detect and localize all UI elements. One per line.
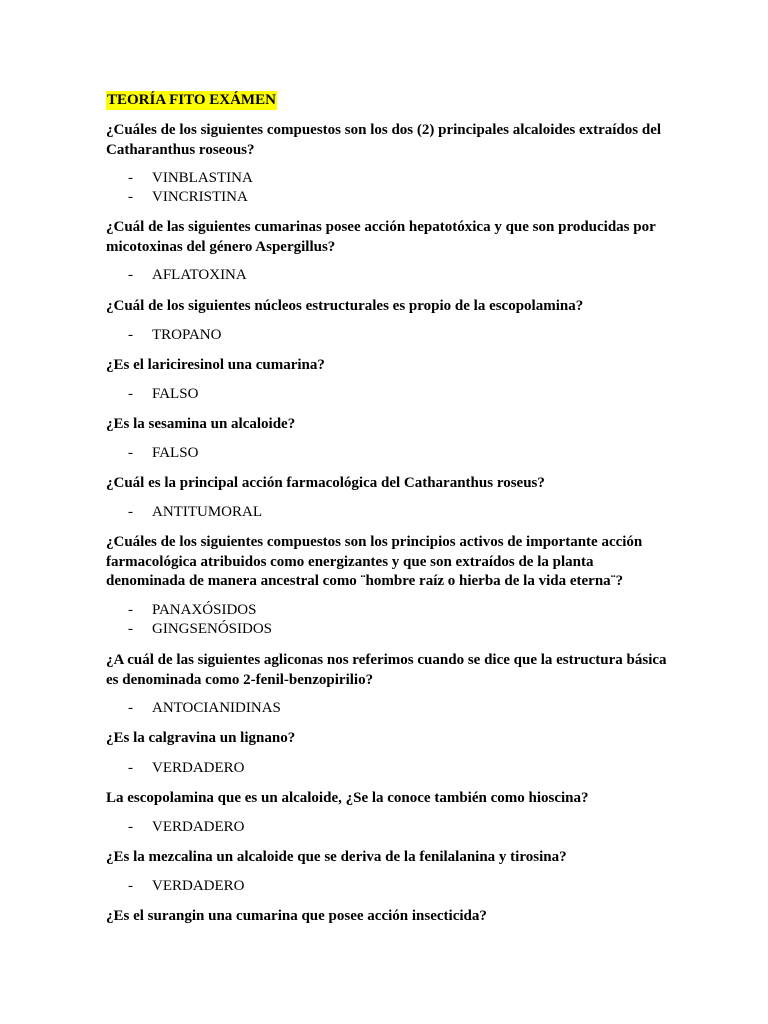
bullet-dash: - [128, 760, 133, 776]
answer-item [128, 818, 245, 838]
bullet-dash: - [128, 445, 133, 461]
bullet-dash: - [128, 386, 133, 402]
answer-item [128, 601, 256, 621]
question-8: ¿A cuál de las siguientes agliconas nos referimos cuando se dice que la estructura básica es denominada como 2-fenil-benzopirilio? [106, 652, 667, 688]
question-4: ¿Es el lariciresinol una cumarina? [106, 357, 325, 373]
question-10: La escopolamina que es un alcaloide, ¿Se la conoce también como hioscina? [106, 790, 589, 806]
answer-text: GINGSENÓSIDOS [152, 621, 273, 637]
answer-item [128, 188, 248, 208]
answer-item [128, 326, 221, 346]
answer-item [128, 877, 245, 897]
answer-text: VERDADERO [152, 819, 245, 835]
bullet-dash: - [128, 327, 133, 343]
answer-text: VERDADERO [152, 760, 245, 776]
answer-text: FALSO [152, 386, 199, 402]
question-5: ¿Es la sesamina un alcaloide? [106, 416, 296, 432]
question-1: ¿Cuáles de los siguientes compuestos son los dos (2) principales alcaloides extraídos del Catharanthus roseous? [106, 122, 662, 158]
question-12: ¿Es el surangin una cumarina que posee acción insecticida? [106, 908, 487, 924]
bullet-dash: - [128, 621, 133, 637]
answer-item [128, 699, 281, 719]
bullet-dash: - [128, 819, 133, 835]
question-2: ¿Cuál de las siguientes cumarinas posee acción hepatotóxica y que son producidas por micotoxinas del género Aspergillus? [106, 219, 656, 255]
answer-text: ANTOCIANIDINAS [152, 700, 281, 716]
answer-item [128, 385, 198, 405]
answer-text: AFLATOXINA [152, 267, 247, 283]
bullet-dash: - [128, 504, 133, 520]
bullet-dash: - [128, 267, 133, 283]
answer-text: VERDADERO [152, 878, 245, 894]
answer-text: PANAXÓSIDOS [152, 602, 257, 618]
question-6: ¿Cuál es la principal acción farmacológica del Catharanthus roseus? [106, 475, 545, 491]
answer-text: FALSO [152, 445, 199, 461]
answer-item [128, 759, 245, 779]
answer-text: TROPANO [152, 327, 222, 343]
question-11: ¿Es la mezcalina un alcaloide que se deriva de la fenilalanina y tirosina? [106, 849, 567, 865]
answer-text: VINCRISTINA [152, 189, 248, 205]
question-3: ¿Cuál de los siguientes núcleos estructurales es propio de la escopolamina? [106, 298, 584, 314]
question-9: ¿Es la calgravina un lignano? [106, 730, 296, 746]
document-title: TEORÍA FITO EXÁMEN [107, 92, 276, 108]
answer-text: VINBLASTINA [152, 170, 253, 186]
answer-item [128, 444, 198, 464]
answer-text: ANTITUMORAL [152, 504, 262, 520]
bullet-dash: - [128, 602, 133, 618]
bullet-dash: - [128, 878, 133, 894]
answer-item [128, 503, 262, 523]
answer-item [128, 266, 247, 286]
question-7: ¿Cuáles de los siguientes compuestos son los principios activos de importante acción farmacológica atribuidos como energizantes y que son extraídos de la planta denominada de manera ancestral como ¨hombre raíz o hierba de la vida eterna¨? [106, 534, 643, 589]
bullet-dash: - [128, 170, 133, 186]
bullet-dash: - [128, 700, 133, 716]
answer-item [128, 169, 253, 189]
bullet-dash: - [128, 189, 133, 205]
answer-item [128, 620, 272, 640]
